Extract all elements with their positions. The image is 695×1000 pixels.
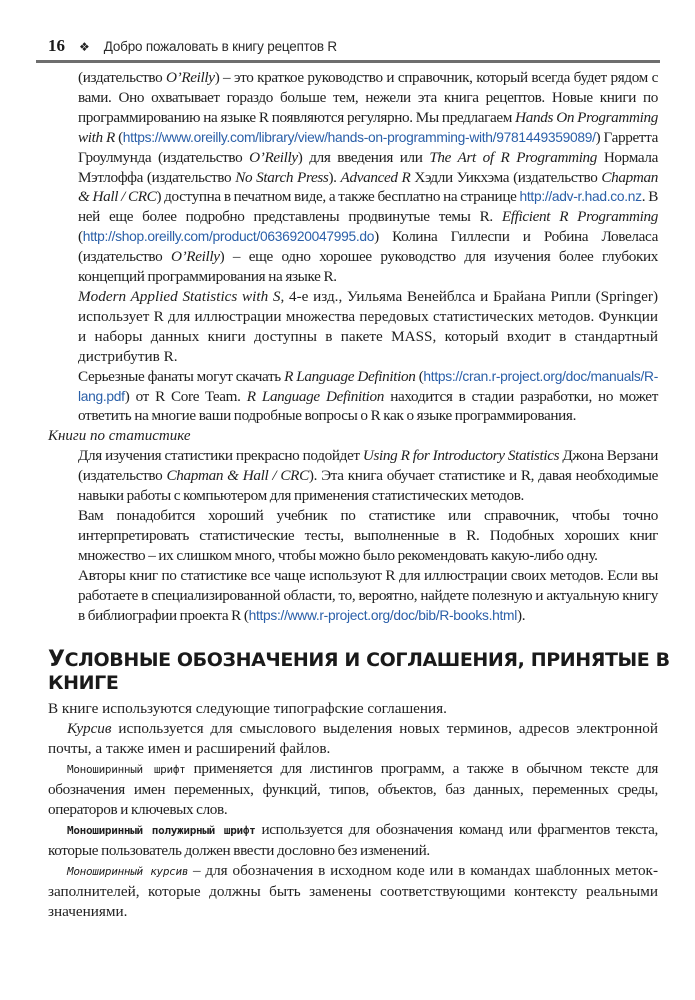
page-body [0, 68, 695, 921]
publisher-name: O’Reilly [170, 248, 220, 266]
text: ) для введения или [297, 148, 430, 166]
text: , 4-е изд., Уильяма Венейблса и Брайана Рипли (Springer) использует R для иллюстрации множества передовых статистических методов. Функции и наборы данных книги доступны в пакете MASS, который входит в стандартный дистрибутив R. [78, 287, 658, 365]
text: ). Эта книга обучает статистике и R, давая необходимые навыки работы с компьютером для применения статистических методов. [78, 467, 659, 505]
text: Серьезные фанаты могут скачать [78, 367, 285, 385]
link-advanced-r[interactable]: http://adv-r.had.co.nz [519, 189, 642, 205]
link-r-books[interactable]: https://www.r-project.org/doc/bib/R-books.html [248, 607, 517, 623]
paragraph-mass [0, 287, 695, 367]
convention-term-mono: Моноширинный шрифт [67, 763, 186, 777]
text: применяется для листингов программ, а также в обычном тексте для обозначения имен переменных, функций, типов, объектов, баз данных, переменных среды, операторов и ключевых слов. [48, 760, 658, 818]
text: Хэдли Уикхэма (издательство [410, 168, 602, 186]
text: ). [328, 168, 341, 186]
text: ) доступна в печатном виде, а также бесплатно на странице [156, 188, 520, 206]
paragraph-conventions-intro: В книге используются следующие типографские соглашения. [48, 700, 447, 718]
heading-initial: У [48, 647, 65, 673]
paragraph-italic-convention [0, 719, 695, 759]
convention-term-mono-italic: Моноширинный курсив [67, 864, 189, 878]
text: Для изучения статистики прекрасно подойдет [78, 447, 363, 465]
text: ( [415, 367, 424, 385]
convention-term-italic: Курсив [67, 720, 112, 738]
text: Авторы книг по статистике все чаще используют R для иллюстрации своих методов. Если вы работаете в специализированной области, то, вероятно, найдете полезную и актуальную книгу в библиографии проекта R ( [78, 566, 658, 624]
book-title: The Art of R Programming [429, 148, 598, 166]
text: ) Колина Гиллеспи и Робина Ловеласа (издательство [78, 228, 658, 266]
paragraph-bibliography [0, 566, 695, 626]
text: ). [517, 606, 526, 624]
book-title: R Language Definition [284, 367, 416, 385]
convention-term-mono-bold: Моноширинный полужирный шрифт [67, 823, 256, 837]
running-head [48, 36, 658, 58]
text: ( [78, 228, 83, 246]
section-heading-conventions [0, 647, 695, 694]
book-title: Advanced R [340, 168, 411, 186]
text: ( [114, 128, 123, 146]
text: – для обозначения в исходном коде или в командах шаблонных меток-заполнителей, которые должны быть заменены соответствующими контексту реальными значениями. [48, 861, 658, 920]
link-efficient-r[interactable]: http://shop.oreilly.com/product/0636920047995.do [82, 229, 375, 245]
text: используется для обозначения команд или фрагментов текста, которые пользователь должен ввести дословно без изменений. [48, 820, 658, 859]
paragraph-mono-italic-convention [0, 861, 695, 922]
book-title: Efficient R Programming [501, 208, 658, 226]
text: (издательство [78, 69, 167, 86]
text: Нормала Мэтлоффа (издательство [78, 148, 658, 186]
paragraph-programming-books [0, 68, 695, 287]
publisher-name: O’Reilly [249, 148, 298, 166]
link-hands-on-programming[interactable]: https://www.oreilly.com/library/view/hands-on-programming-with/9781449359089/ [122, 129, 596, 145]
publisher-name: Chapman & Hall / CRC [78, 168, 658, 206]
publisher-name: Chapman & Hall / CRC [166, 467, 309, 485]
subsection-label-stats-books: Книги по статистике [48, 428, 191, 445]
book-title: Using R for Introductory Statistics [362, 447, 560, 465]
text: ) – это краткое руководство и справочник, который всегда будет рядом с вами. Оно охватывает гораздо больше тем, нежели эта книга рецептов. Новые книги по программированию на языке R появляются регулярно. Мы предлагаем [78, 69, 658, 126]
text: находится в стадии разработки, но может ответить на многие ваши подробные вопросы о R как о языке программирования. [78, 387, 658, 425]
paragraph-using-r [0, 446, 695, 506]
running-title: Добро пожаловать в книгу рецептов R [103, 39, 337, 54]
header-rule [36, 60, 660, 63]
page-number: 16 [48, 36, 65, 55]
heading-rest: СЛОВНЫЕ ОБОЗНАЧЕНИЯ И СОГЛАШЕНИЯ, ПРИНЯТЫЕ В КНИГЕ [48, 649, 670, 695]
paragraph-mono-bold-convention [0, 820, 695, 861]
text: ) от R Core Team. [124, 387, 247, 405]
paragraph-textbook: Вам понадобится хороший учебник по статистике или справочник, чтобы точно интерпретировать статистические тесты, выполненные в R. Подобных хороших книг множество – их слишком много, чтобы можно было рекомендовать какую-либо одну. [78, 507, 658, 564]
text: используется для смыслового выделения новых терминов, адресов электронной почты, а также имен и расширений файлов. [48, 720, 658, 758]
paragraph-mono-convention [0, 759, 695, 820]
paragraph-language-definition [0, 367, 695, 427]
publisher-name: No Starch Press [235, 168, 329, 186]
text: ) – еще одно хорошее руководство для изучения более глубоких концепций программирования на языке R. [78, 248, 658, 286]
link-r-lang-pdf[interactable]: https://cran.r-project.org/doc/manuals/R-lang.pdf [78, 368, 659, 404]
ornament-icon: ❖ [79, 40, 90, 54]
book-title: R Language Definition [246, 387, 385, 405]
text: . В ней еще более подробно представлены продвинутые темы R. [78, 188, 658, 226]
book-title: Modern Applied Statistics with S [78, 287, 281, 305]
publisher-name: O’Reilly [166, 69, 215, 86]
text: Джона Верзани (издательство [78, 447, 658, 485]
text: ) Гарретта Гроулмунда (издательство [78, 128, 658, 166]
book-title: Hands On Programming with R [78, 108, 658, 146]
